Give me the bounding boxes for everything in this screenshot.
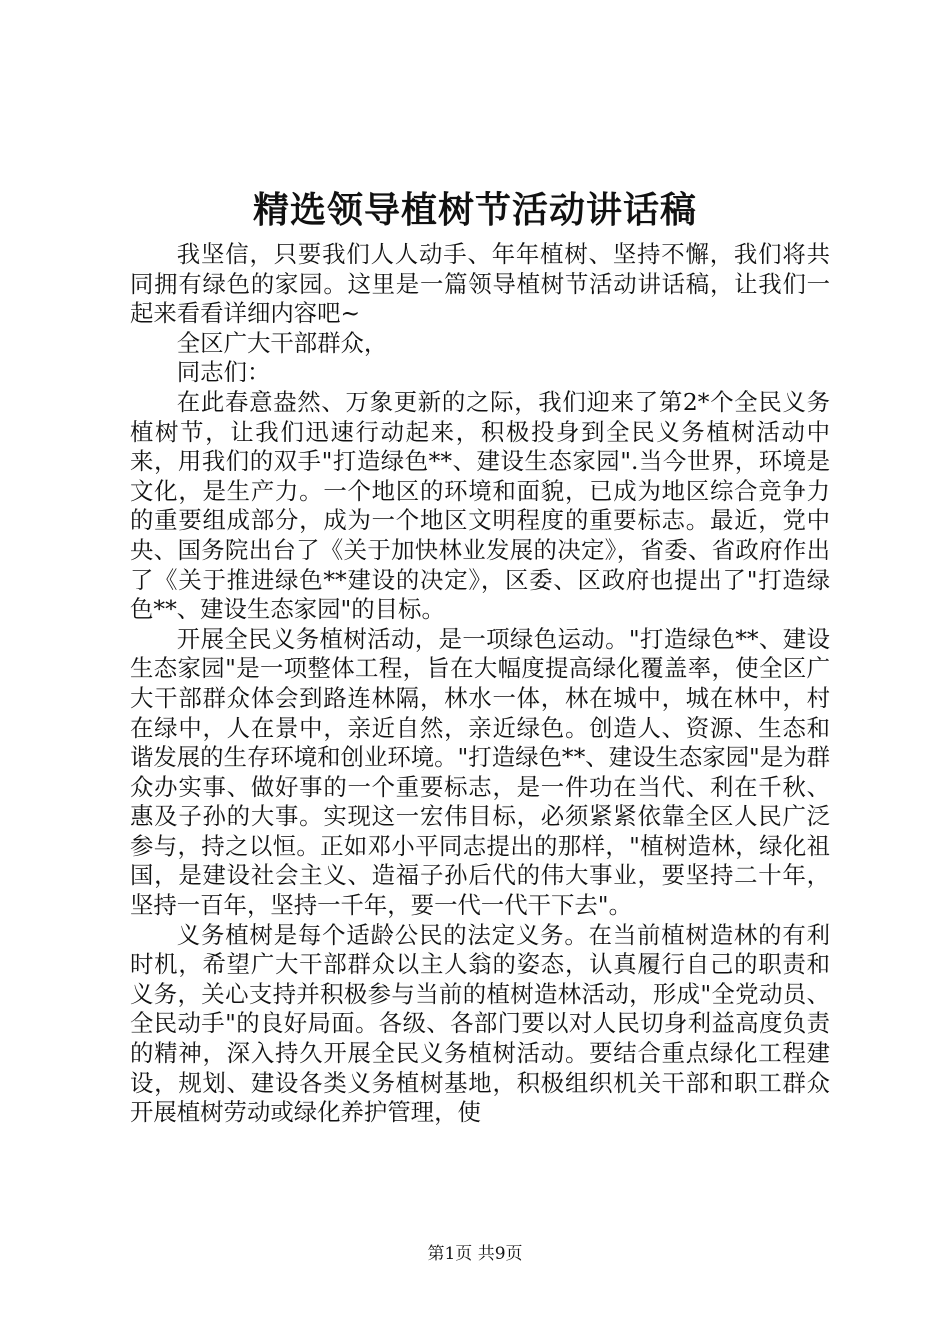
paragraph-salutation-comrades: 同志们： (176, 358, 271, 387)
paragraph-intro: 我坚信，只要我们人人动手、年年植树、坚持不懈，我们将共同拥有绿色的家园。这里是一篇领导植树节活动讲话稿，让我们一起来看看详细内容吧~ (130, 240, 830, 328)
paragraph-civic-duty: 义务植树是每个适龄公民的法定义务。在当前植树造林的有利时机，希望广大干部群众以主人翁的姿态，认真履行自己的职责和义务，关心支持并积极参与当前的植树造林活动，形成"全党动员、全民动手"的良好局面。各级、各部门要以对人民切身利益高度负责的精神，深入持久开展全民义务植树活动。要结合重点绿化工程建设，规划、建设各类义务植树基地，积极组织机关干部和职工群众开展植树劳动或绿化养护管理，使 (130, 920, 830, 1127)
paragraph-green-movement: 开展全民义务植树活动，是一项绿色运动。"打造绿色**、建设生态家园"是一项整体工程，旨在大幅度提高绿化覆盖率，使全区广大干部群众体会到路连林隔，林水一体，林在城中，城在林中，村在绿中，人在景中，亲近自然，亲近绿色。创造人、资源、生态和谐发展的生存环境和创业环境。"打造绿色**、建设生态家园"是为群众办实事、做好事的一个重要标志，是一件功在当代、利在千秋、惠及子孙的大事。实现这一宏伟目标，必须紧紧依靠全区人民广泛参与，持之以恒。正如邓小平同志提出的那样，"植树造林，绿化祖国，是建设社会主义、造福子孙后代的伟大事业，要坚持二十年，坚持一百年，坚持一千年，要一代一代干下去"。 (130, 624, 830, 920)
paragraph-arbor-day: 在此春意盎然、万象更新的之际，我们迎来了第2*个全民义务植树节，让我们迅速行动起来，积极投身到全民义务植树活动中来，用我们的双手"打造绿色**、建设生态家园".当今世界，环境是文化，是生产力。一个地区的环境和面貌，已成为地区综合竞争力的重要组成部分，成为一个地区文明程度的重要标志。最近，党中央、国务院出台了《关于加快林业发展的决定》，省委、省政府作出了《关于推进绿色**建设的决定》，区委、区政府也提出了"打造绿色**、建设生态家园"的目标。 (130, 387, 830, 624)
document-title: 精选领导植树节活动讲话稿 (252, 189, 697, 231)
page-number-footer: 第1页 共9页 (427, 1244, 523, 1264)
paragraph-salutation-audience: 全区广大干部群众， (176, 328, 388, 357)
document-body (130, 240, 830, 1128)
